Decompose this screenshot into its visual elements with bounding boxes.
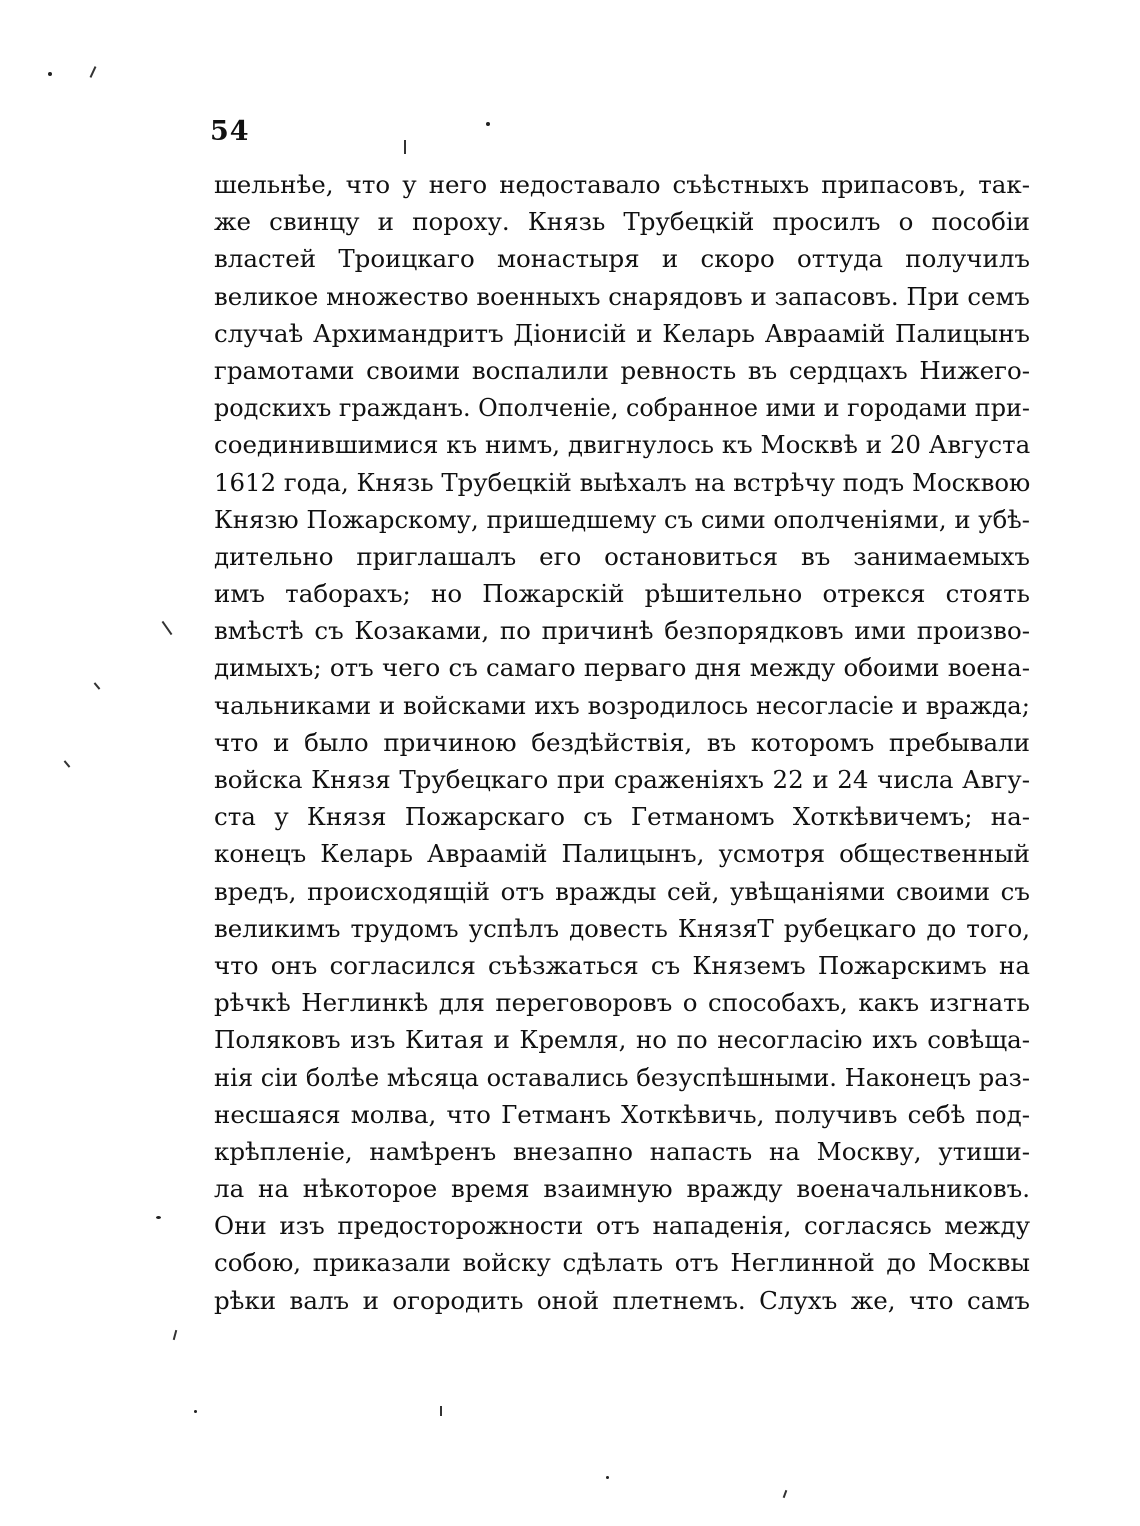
text-line: ста у Князя Пожарскаго съ Гетманомъ Хоткѣвичемъ; на- <box>214 802 1030 832</box>
text-line: дительно приглашалъ его остановиться въ занимаемыхъ <box>214 541 1030 571</box>
text-line: чальниками и войсками ихъ возродилось несогласіе и вражда; <box>214 690 1030 720</box>
text-line: имъ таборахъ; но Пожарскій рѣшительно отрекся стоять <box>214 579 1030 609</box>
text-line: конецъ Келарь Авраамій Палицынъ, усмотря общественный <box>214 839 1030 869</box>
text-line: соединившимися къ нимъ, двигнулось къ Москвѣ и 20 Августа <box>214 430 1031 460</box>
text-line: великимъ трудомъ успѣлъ довесть КнязяТ рубецкаго до того, <box>214 913 1030 943</box>
text-line: что и было причиною бездѣйствія, въ которомъ пребывали <box>214 727 1030 757</box>
text-line: вмѣстѣ съ Козаками, по причинѣ безпорядковъ ими произво- <box>214 616 1030 646</box>
text-line: великое множество военныхъ снарядовъ и запасовъ. При семъ <box>214 281 1030 311</box>
text-line: крѣпленіе, намѣренъ внезапно напасть на Москву, утиши- <box>214 1136 1030 1166</box>
text-line: грамотами своими воспалили ревность въ сердцахъ Нижего- <box>214 355 1030 385</box>
scan-speck <box>156 1216 161 1219</box>
text-line: случаѣ Архимандритъ Діонисій и Келарь Авраамій Палицынъ <box>214 318 1030 348</box>
scan-mark <box>173 1330 178 1340</box>
text-line: что онъ согласился съѣзжаться съ Княземъ Пожарскимъ на <box>214 950 1030 980</box>
text-line: собою, приказали войску сдѣлать отъ Неглинной до Москвы <box>214 1248 1030 1278</box>
scan-mark <box>783 1490 788 1498</box>
text-line: рѣчкѣ Неглинкѣ для переговоровъ о способахъ, какъ изгнать <box>214 988 1030 1018</box>
scan-speck <box>486 122 490 126</box>
text-line: Поляковъ изъ Китая и Кремля, но по несогласію ихъ совѣща- <box>214 1025 1030 1055</box>
scan-mark <box>440 1406 442 1416</box>
text-line: рѣки валъ и огородить оной плетнемъ. Слухъ же, что самъ <box>214 1285 1030 1315</box>
scan-mark <box>64 760 71 767</box>
text-line: нія сіи болѣе мѣсяца оставались безуспѣшными. Наконецъ раз- <box>214 1062 1030 1092</box>
text-line: же свинцу и пороху. Князь Трубецкій просилъ о пособіи <box>214 207 1030 237</box>
text-line: ла на нѣкоторое время взаимную вражду военачальниковъ. <box>214 1174 1030 1204</box>
text-line: димыхъ; отъ чего съ самаго перваго дня между обоими воена- <box>214 653 1030 683</box>
text-body <box>214 166 1030 1319</box>
text-line: войска Князя Трубецкаго при сраженіяхъ 22 и 24 числа Авгу- <box>214 765 1030 794</box>
text-line: вредъ, происходящій отъ вражды сей, увѣщаніями своими съ <box>214 876 1030 906</box>
text-line: шельнѣе, что у него недоставало съѣстныхъ припасовъ, так- <box>214 170 1030 199</box>
text-line: Они изъ предосторожности отъ нападенія, согласясь между <box>214 1211 1030 1241</box>
scan-speck <box>606 1476 609 1479</box>
scan-mark <box>94 682 101 689</box>
text-line: Князю Пожарскому, пришедшему съ сими ополченіями, и убѣ- <box>214 504 1031 534</box>
text-line: властей Троицкаго монастыря и скоро оттуда получилъ <box>214 244 1030 274</box>
scan-mark <box>404 140 406 154</box>
scan-mark <box>162 621 173 635</box>
scan-speck <box>194 1410 197 1413</box>
text-line: 1612 года, Князь Трубецкій выѣхалъ на встрѣчу подъ Москвою <box>214 467 1031 497</box>
text-line: родскихъ гражданъ. Ополченіе, собранное ими и городами при- <box>214 393 1030 423</box>
scan-speck <box>48 72 52 76</box>
page-number: 54 <box>210 116 250 147</box>
text-line: несшаяся молва, что Гетманъ Хоткѣвичь, получивъ себѣ под- <box>214 1099 1030 1129</box>
scan-mark <box>90 66 97 78</box>
